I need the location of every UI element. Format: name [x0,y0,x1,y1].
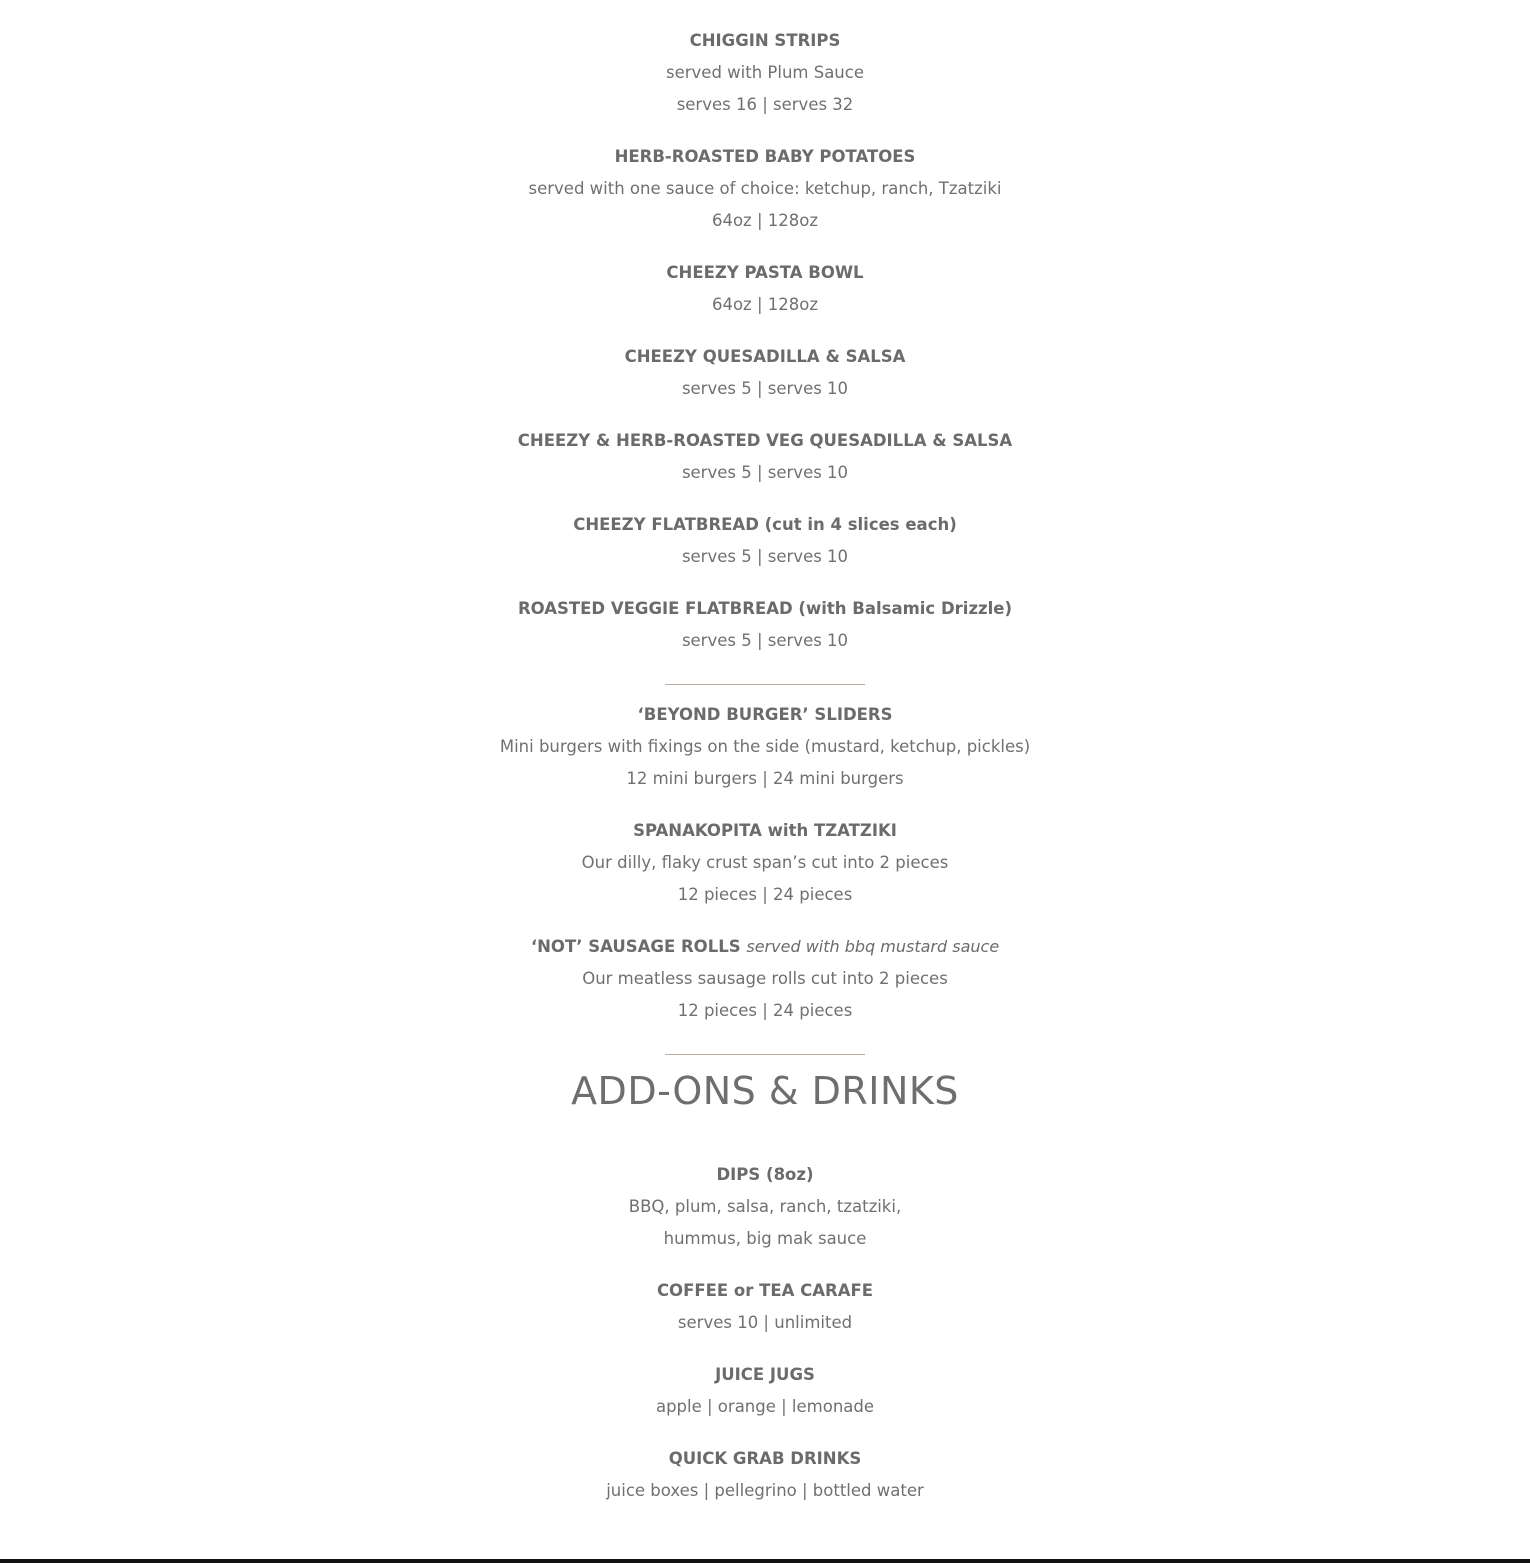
menu-item-title: CHIGGIN STRIPS [689,31,841,50]
menu-item [0,0,1530,5]
menu-item-detail: serves 5 | serves 10 [681,463,849,482]
section-heading: ADD-ONS & DRINKS [571,1069,959,1113]
menu-item [0,1275,1530,1339]
menu-item-detail: 12 mini burgers | 24 mini burgers [626,769,904,788]
menu-item [0,593,1530,657]
menu-item-title: ROASTED VEGGIE FLATBREAD (with Balsamic Drizzle) [517,599,1013,618]
menu-item-title: CHEEZY PASTA BOWL [666,263,864,282]
menu-item-detail: 12 pieces | 24 pieces [677,1001,853,1020]
menu-item-detail: 12 pieces | 24 pieces [677,885,853,904]
menu-item-detail [0,0,1530,5]
menu-item-title: COFFEE or TEA CARAFE [656,1281,874,1300]
menu-item [0,1443,1530,1507]
menu-item-title: ‘NOT’ SAUSAGE ROLLS [530,937,741,956]
menu-item-title: CHEEZY QUESADILLA & SALSA [624,347,906,366]
menu-item-title: ‘BEYOND BURGER’ SLIDERS [637,705,893,724]
menu-item-detail: serves 16 | serves 32 [676,95,854,114]
menu-item-detail: juice boxes | pellegrino | bottled water [606,1481,924,1500]
menu-item [0,509,1530,573]
menu-item [0,257,1530,321]
menu-item-detail: serves 5 | serves 10 [681,631,849,650]
menu-item-title: SPANAKOPITA with TZATZIKI [633,821,897,840]
menu-item-detail: serves 5 | serves 10 [681,547,849,566]
section-divider [665,1054,865,1055]
menu-item-title: CHEEZY & HERB-ROASTED VEG QUESADILLA & SALSA [517,431,1013,450]
menu-item-detail: served with Plum Sauce [666,63,864,82]
menu-item-detail: serves 10 | unlimited [677,1313,853,1332]
menu-item [0,25,1530,121]
menu-item-detail: 64oz | 128oz [711,211,819,230]
menu-item [0,1159,1530,1255]
menu-item [0,425,1530,489]
menu-item [0,699,1530,795]
menu-item-detail: hummus, big mak sauce [663,1229,867,1248]
menu-item-title: JUICE JUGS [715,1365,815,1384]
menu-item-note: served with bbq mustard sauce [746,937,1000,956]
menu-item-detail: serves 5 | serves 10 [681,379,849,398]
menu-item-title: DIPS (8oz) [716,1165,814,1184]
menu-item-detail: Mini burgers with fixings on the side (mustard, ketchup, pickles) [499,737,1031,756]
menu-item [0,141,1530,237]
menu-item [0,931,1530,1027]
menu-item-detail: served with one sauce of choice: ketchup, ranch, Tzatziki [528,179,1002,198]
menu-item-title-row [0,931,1530,963]
menu-item-detail: apple | orange | lemonade [655,1397,875,1416]
menu-item-detail: 64oz | 128oz [711,295,819,314]
menu-item-title: CHEEZY FLATBREAD (cut in 4 slices each) [573,515,957,534]
menu-item-detail: BBQ, plum, salsa, ranch, tzatziki, [628,1197,902,1216]
menu-item-title: QUICK GRAB DRINKS [668,1449,862,1468]
footer-bar [0,1559,1530,1563]
menu-item [0,341,1530,405]
menu-item-title: HERB-ROASTED BABY POTATOES [614,147,916,166]
menu-item-detail: Our dilly, flaky crust span’s cut into 2 pieces [581,853,949,872]
menu-item [0,815,1530,911]
menu-item [0,1359,1530,1423]
menu-item-detail: Our meatless sausage rolls cut into 2 pieces [582,969,948,988]
section-divider [665,684,865,685]
